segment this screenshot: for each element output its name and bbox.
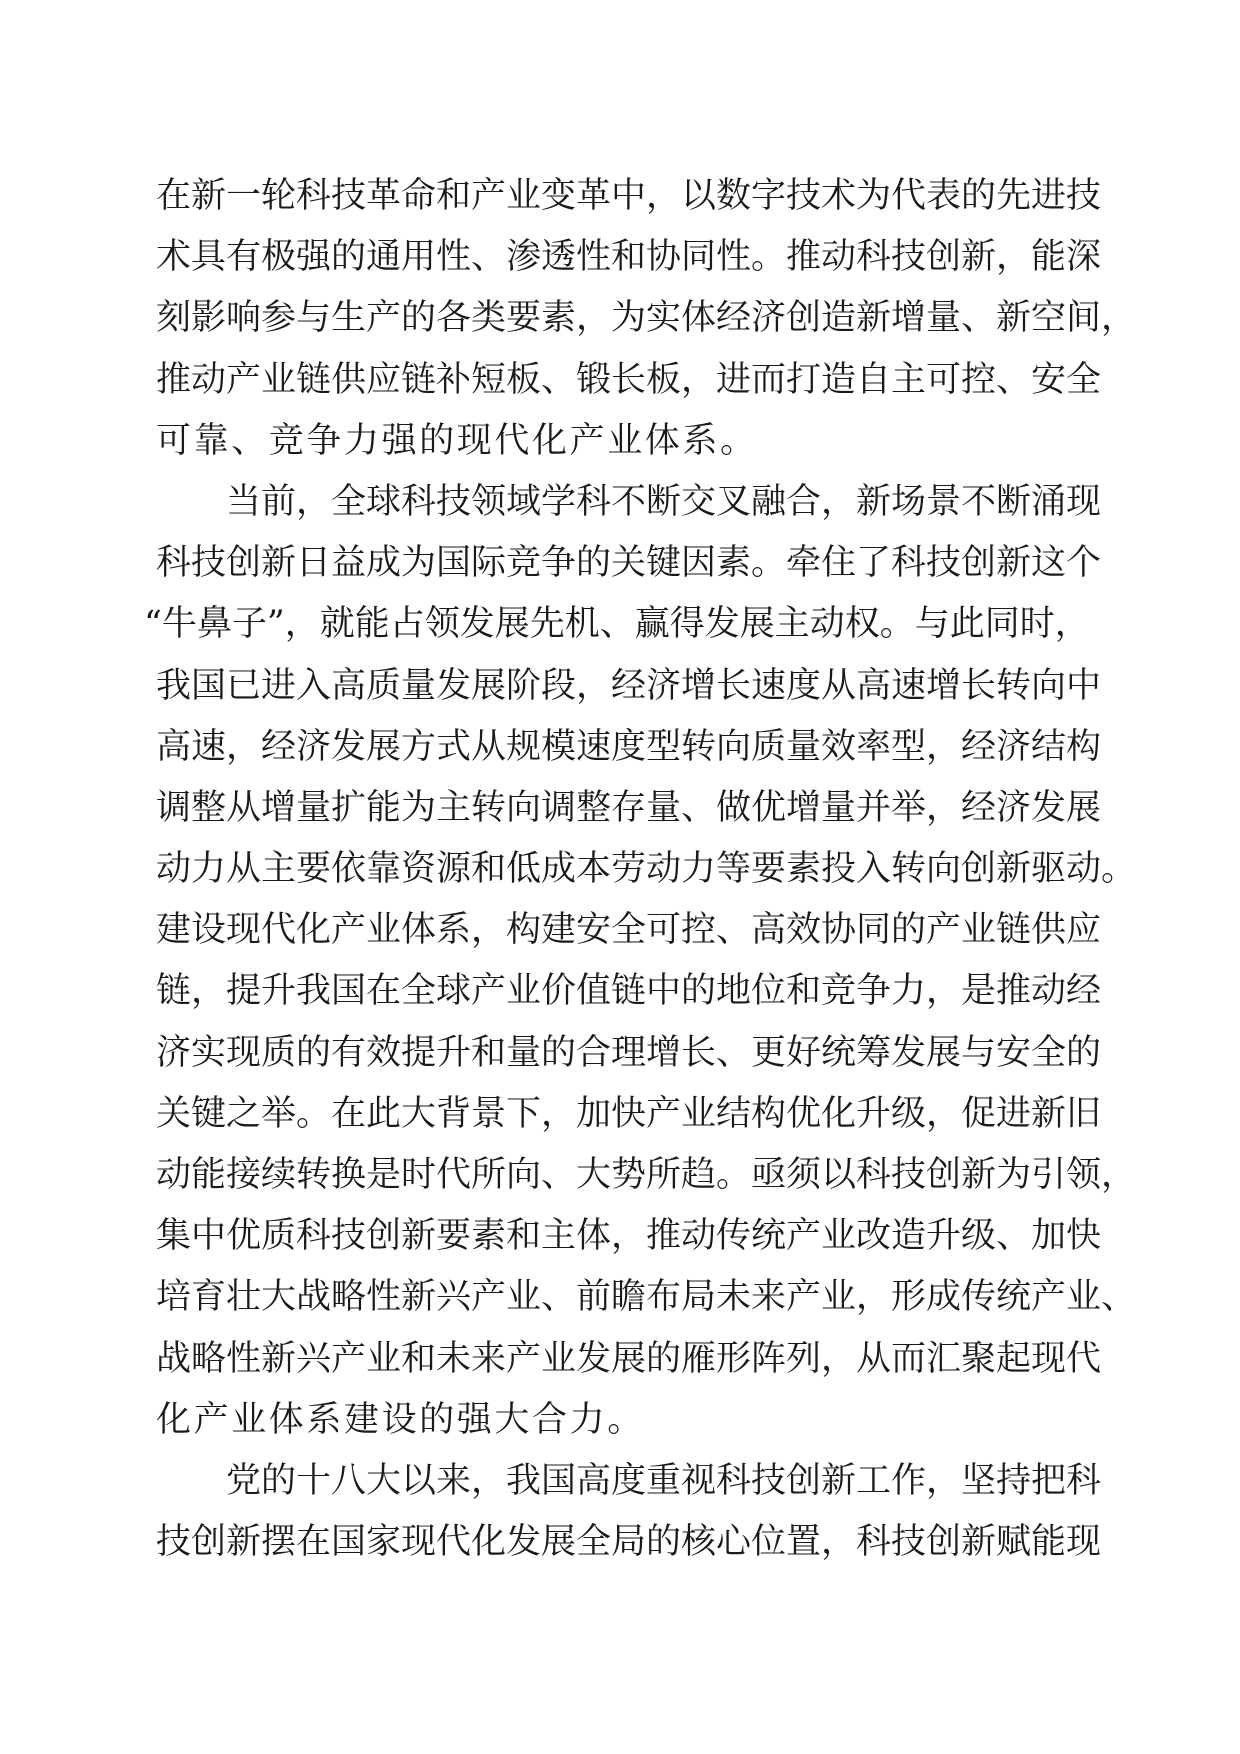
text-line: 可靠、竞争力强的现代化产业体系。 [156, 420, 758, 461]
text-line: 在新一轮科技革命和产业变革中，以数字技术为代表的先进技 [156, 176, 1102, 216]
text-line: 当前，全球科技领域学科不断交叉融合，新场景不断涌现 [226, 481, 1102, 522]
text-line: “牛鼻子”，就能占领发展先机、赢得发展主动权。与此同时， [144, 604, 1090, 645]
text-line: 我国已进入高质量发展阶段，经济增长速度从高速增长转向中 [156, 665, 1102, 706]
text-line: 集中优质科技创新要素和主体，推动传统产业改造升级、加快 [156, 1216, 1102, 1257]
text-line: 科技创新日益成为国际竞争的关键因素。牵住了科技创新这个 [156, 543, 1102, 584]
text-line: 关键之举。在此大背景下，加快产业结构优化升级，促进新旧 [156, 1093, 1102, 1134]
text-line: 推动产业链供应链补短板、锻长板，进而打造自主可控、安全 [156, 359, 1102, 400]
text-line: 化产业体系建设的强大合力。 [156, 1399, 645, 1440]
text-line: 动能接续转换是时代所向、大势所趋。亟须以科技创新为引领， [156, 1155, 1137, 1195]
text-line: 建设现代化产业体系，构建安全可控、高效协同的产业链供应 [156, 910, 1102, 951]
text-line: 济实现质的有效提升和量的合理增长、更好统筹发展与安全的 [156, 1032, 1102, 1073]
text-line: 术具有极强的通用性、渗透性和协同性。推动科技创新，能深 [156, 237, 1102, 278]
text-line: 技创新摆在国家现代化发展全局的核心位置，科技创新赋能现 [156, 1522, 1102, 1563]
text-line: 刻影响参与生产的各类要素，为实体经济创造新增量、新空间， [156, 298, 1137, 339]
text-line: 战略性新兴产业和未来产业发展的雁形阵列，从而汇聚起现代 [156, 1338, 1102, 1379]
text-line: 链，提升我国在全球产业价值链中的地位和竞争力，是推动经 [156, 971, 1102, 1012]
text-line: 调整从增量扩能为主转向调整存量、做优增量并举，经济发展 [156, 787, 1102, 828]
body-text [144, 166, 1137, 1573]
text-line: 高速，经济发展方式从规模速度型转向质量效率型，经济结构 [156, 726, 1102, 767]
text-line: 党的十八大以来，我国高度重视科技创新工作，坚持把科 [226, 1460, 1102, 1501]
text-line: 动力从主要依靠资源和低成本劳动力等要素投入转向创新驱动。 [156, 849, 1137, 890]
text-line: 培育壮大战略性新兴产业、前瞻布局未来产业，形成传统产业、 [156, 1277, 1137, 1318]
